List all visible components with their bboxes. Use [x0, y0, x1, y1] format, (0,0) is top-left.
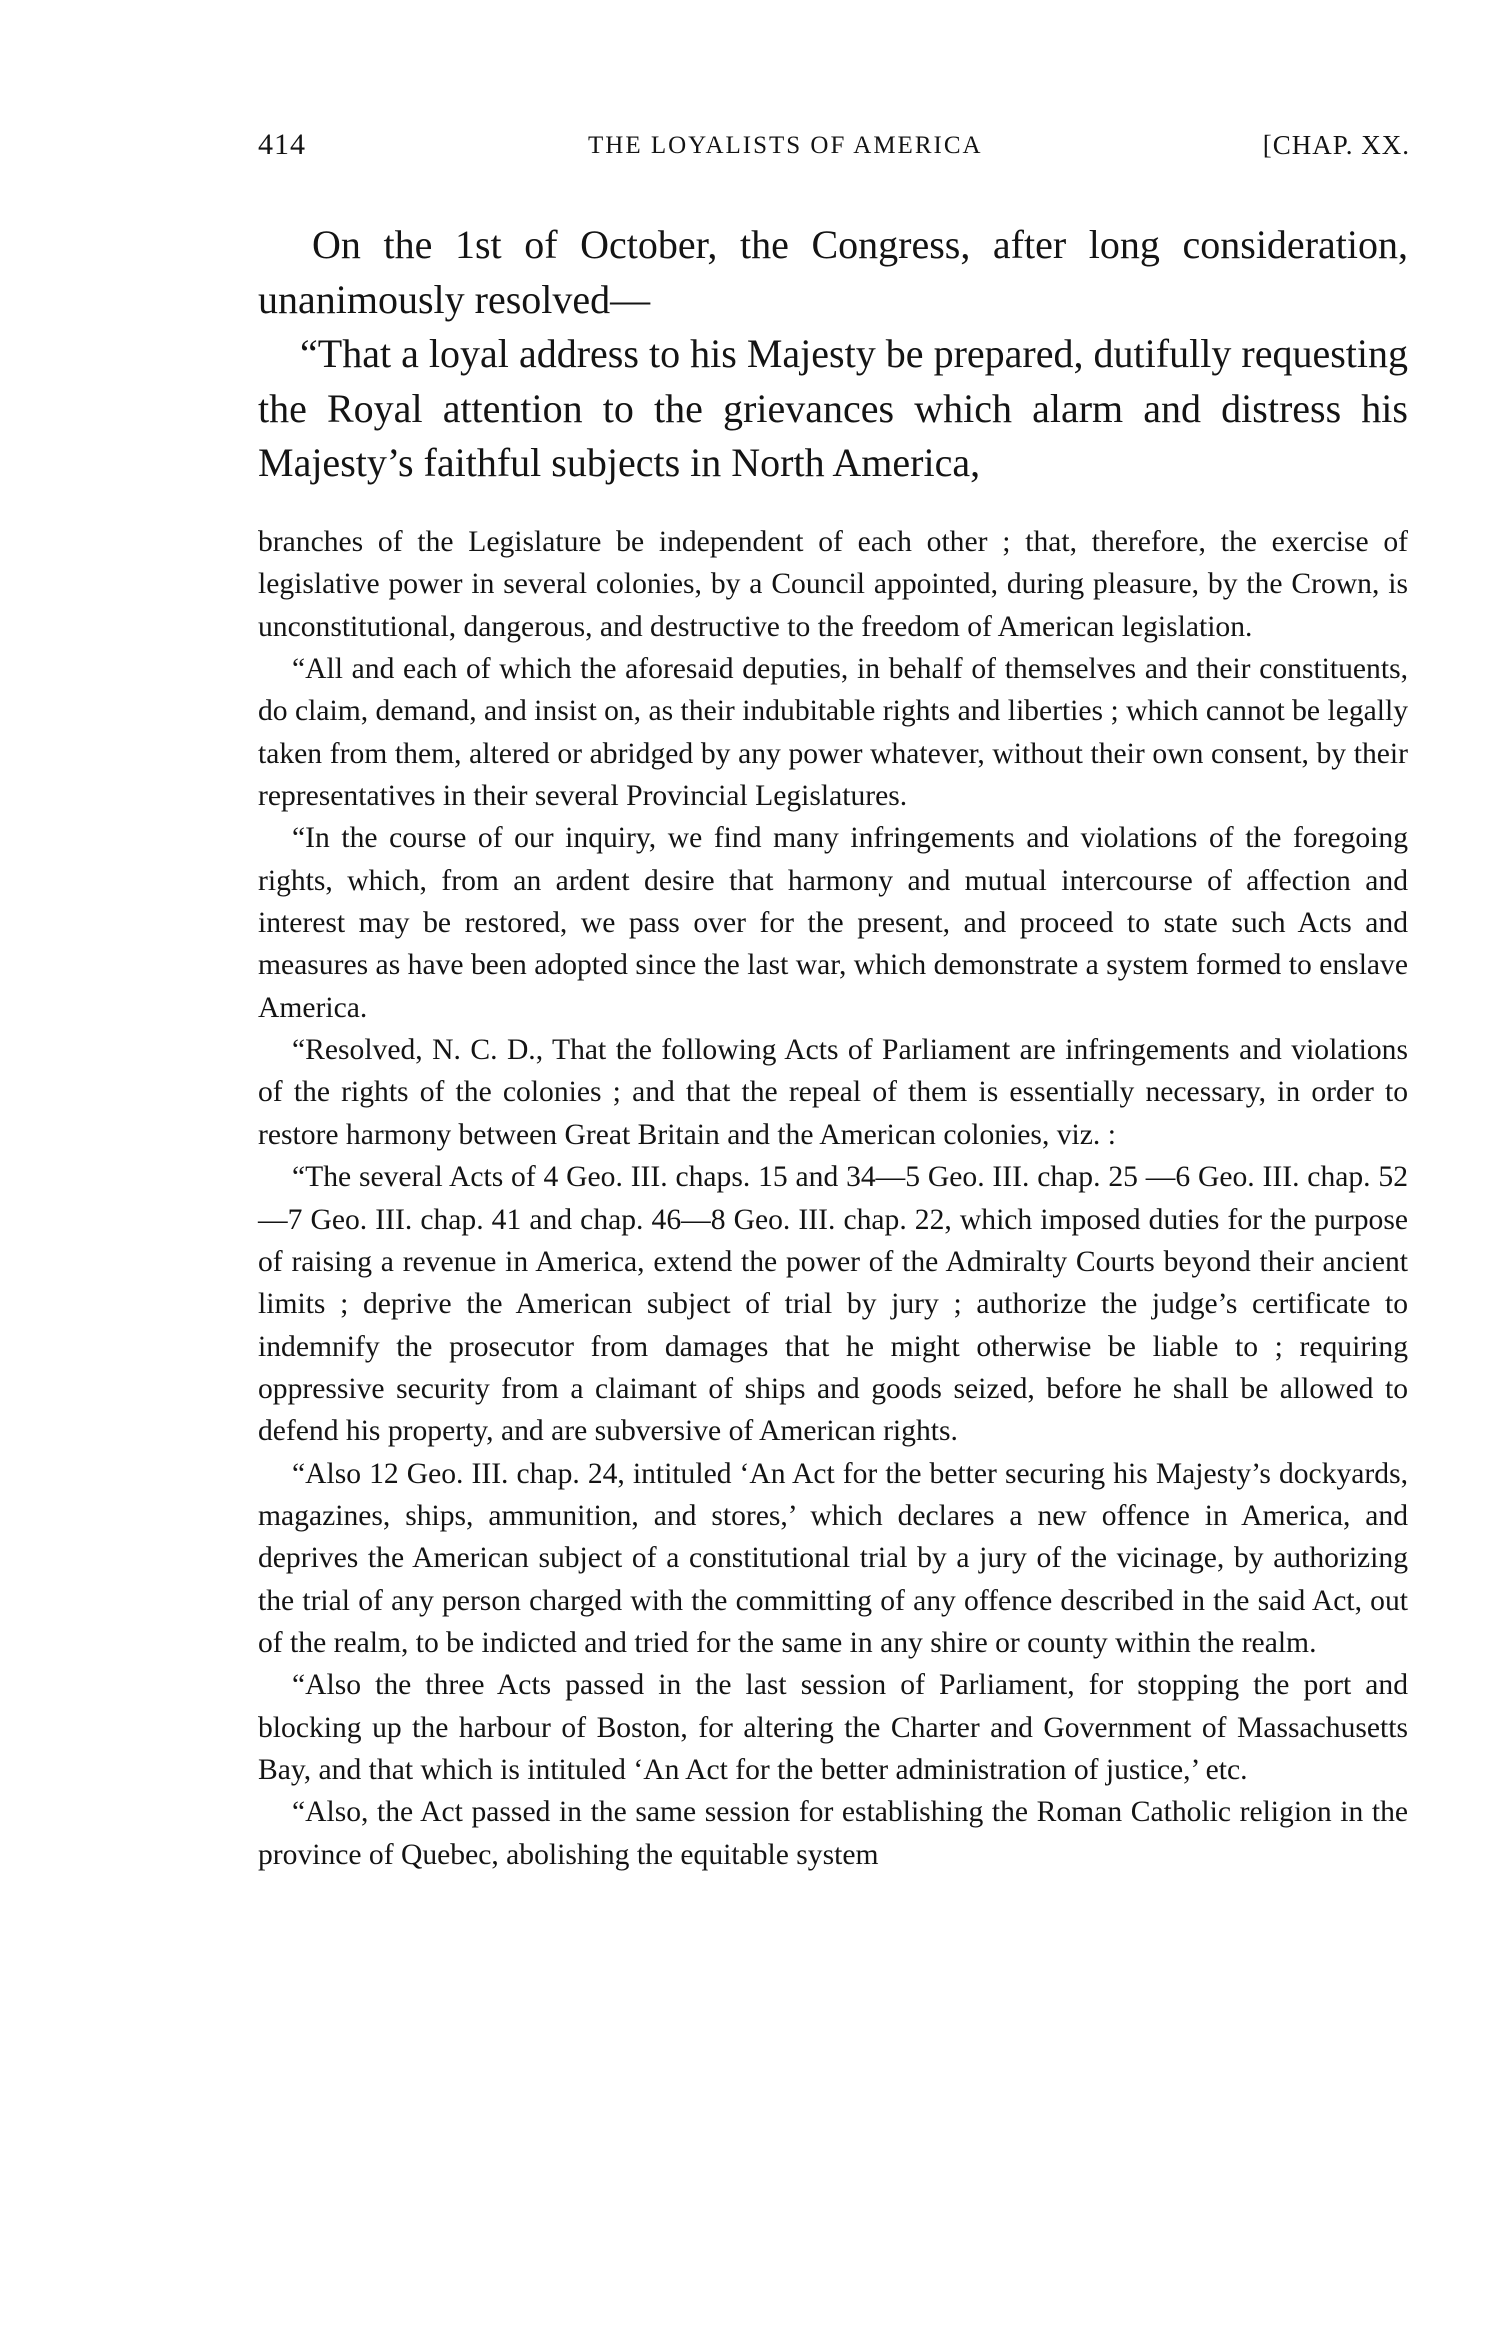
chapter-marker: [CHAP. XX. [1262, 130, 1410, 160]
page-number: 414 [258, 128, 306, 161]
paragraph: “The several Acts of 4 Geo. III. chaps. 15 and 34—5 Geo. III. chap. 25 —6 Geo. III. chap. 52—7 Geo. III. chap. 41 and chap. 46—8 Geo. III. chap. 22, which imposed duties for the purpose of raising a revenue in America, extend the power of the Admiralty Courts beyond their ancient limits ; deprive the American subject of trial by jury ; authorize the judge’s certificate to indemnify the prosecutor from damages that he might otherwise be liable to ; requiring oppressive security from a claimant of ships and goods seized, before he shall be allowed to defend his property, and are subversive of American rights. [258, 1161, 1408, 1448]
quoted-resolutions [258, 521, 1408, 1876]
paragraph: branches of the Legislature be independent of each other ; that, therefore, the exercise of legislative power in several colonies, by a Council appointed, during pleasure, by the Crown, is unconstitutional, dangerous, and destructive to the freedom of American legislation. [258, 526, 1408, 643]
running-title: THE LOYALISTS OF AMERICA [588, 132, 983, 159]
main-text-large [258, 218, 1408, 491]
paragraph: “Resolved, N. C. D., That the following Acts of Parliament are infringements and violations of the rights of the colonies ; and that the repeal of them is essentially necessary, in order to restore harmony between Great Britain and the American colonies, viz. : [258, 1034, 1408, 1151]
paragraph: On the 1st of October, the Congress, after long consideration, unanimously resolved— [258, 222, 1408, 322]
paragraph: “Also 12 Geo. III. chap. 24, intituled ‘An Act for the better securing his Majesty’s dockyards, magazines, ships, ammunition, and stores,’ which declares a new offence in America, and deprives the American subject of a constitutional trial by a jury of the vicinage, by authorizing the trial of any person charged with the committing of any offence described in the said Act, out of the realm, to be indicted and tried for the same in any shire or county within the realm. [258, 1457, 1408, 1659]
paragraph: “In the course of our inquiry, we find many infringements and violations of the foregoing rights, which, from an ardent desire that harmony and mutual intercourse of affection and interest may be restored, we pass over for the present, and proceed to state such Acts and measures as have been adopted since the last war, which demonstrate a system formed to enslave America. [258, 822, 1408, 1024]
paragraph: “All and each of which the aforesaid deputies, in behalf of themselves and their constituents, do claim, demand, and insist on, as their indubitable rights and liberties ; which cannot be legally taken from them, altered or abridged by any power whatever, without their own consent, by their representatives in their several Provincial Legislatures. [258, 653, 1408, 813]
paragraph: “That a loyal address to his Majesty be prepared, dutifully requesting the Royal attention to the grievances which alarm and distress his Majesty’s faithful subjects in North America, [258, 331, 1408, 485]
paragraph: “Also the three Acts passed in the last session of Parliament, for stopping the port and blocking up the harbour of Boston, for altering the Charter and Government of Massachusetts Bay, and that which is intituled ‘An Act for the better administration of justice,’ etc. [258, 1669, 1408, 1786]
running-head [258, 128, 1410, 172]
paragraph: “Also, the Act passed in the same session for establishing the Roman Catholic religion in the province of Quebec, abolishing the equitable system [258, 1796, 1408, 1871]
